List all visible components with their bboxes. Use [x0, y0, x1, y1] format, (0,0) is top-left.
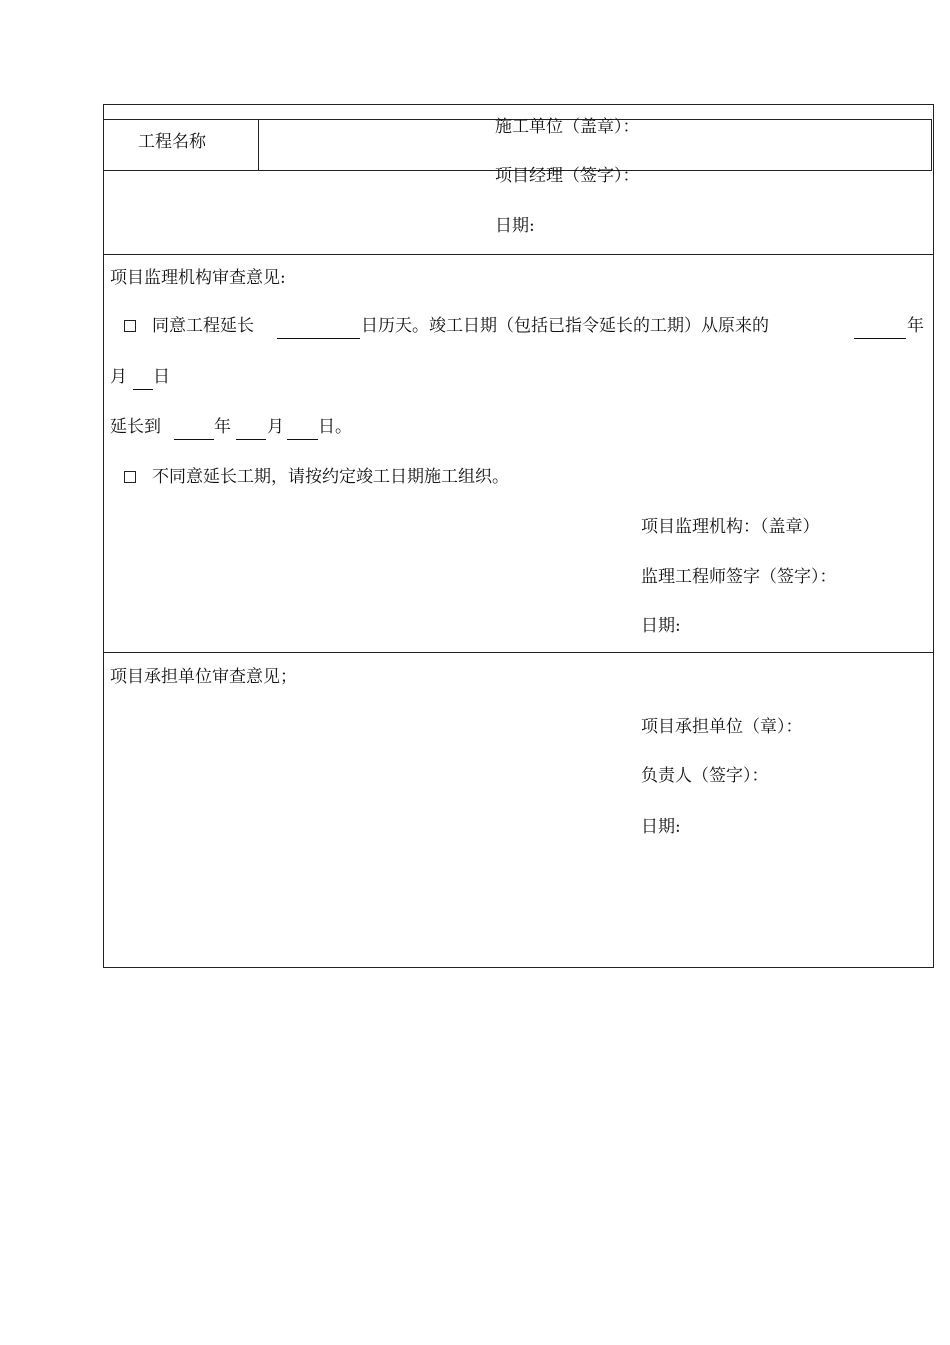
- new-year-label: 年: [214, 417, 231, 437]
- supervision-date-label: 日期:: [641, 616, 681, 636]
- original-year-label: 年: [907, 316, 924, 336]
- original-day-blank[interactable]: [133, 389, 153, 390]
- agree-mid-text: 日历天。竣工日期（包括已指令延长的工期）从原来的: [361, 316, 769, 336]
- project-name-label: 工程名称: [138, 132, 206, 152]
- section-divider-supervision: [103, 254, 934, 255]
- contractor-seal-label: 施工单位（盖章）：: [495, 117, 640, 137]
- new-day-blank[interactable]: [287, 439, 318, 440]
- original-year-blank[interactable]: [854, 338, 906, 339]
- project-manager-sign-label: 项目经理（签字）：: [495, 166, 640, 186]
- original-day-label: 日: [153, 367, 170, 387]
- disagree-checkbox[interactable]: [124, 471, 136, 483]
- engineer-sign-label: 监理工程师签字（签字）：: [641, 567, 837, 587]
- new-year-blank[interactable]: [174, 439, 214, 440]
- contractor-date-label: 日期:: [495, 216, 535, 236]
- new-month-blank[interactable]: [236, 439, 266, 440]
- original-month-label: 月: [110, 367, 127, 387]
- agree-prefix-text: 同意工程延长: [152, 316, 254, 336]
- supervision-title: 项目监理机构审查意见:: [110, 268, 286, 288]
- responsible-sign-label: 负责人（签字）：: [641, 766, 769, 786]
- extension-days-blank[interactable]: [277, 338, 360, 339]
- undertaker-date-label: 日期:: [641, 817, 681, 837]
- disagree-text: 不同意延长工期，请按约定竣工日期施工组织。: [152, 467, 509, 487]
- undertaker-title: 项目承担单位审查意见；: [110, 667, 297, 687]
- project-name-divider: [258, 119, 259, 171]
- extend-to-label: 延长到: [110, 417, 161, 437]
- agree-checkbox[interactable]: [124, 320, 136, 332]
- agency-seal-label: 项目监理机构：（盖章）: [641, 517, 820, 537]
- new-day-label: 日。: [318, 417, 352, 437]
- undertaker-seal-label: 项目承担单位（章）：: [641, 717, 803, 737]
- new-month-label: 月: [267, 417, 284, 437]
- section-divider-undertaker: [103, 652, 934, 653]
